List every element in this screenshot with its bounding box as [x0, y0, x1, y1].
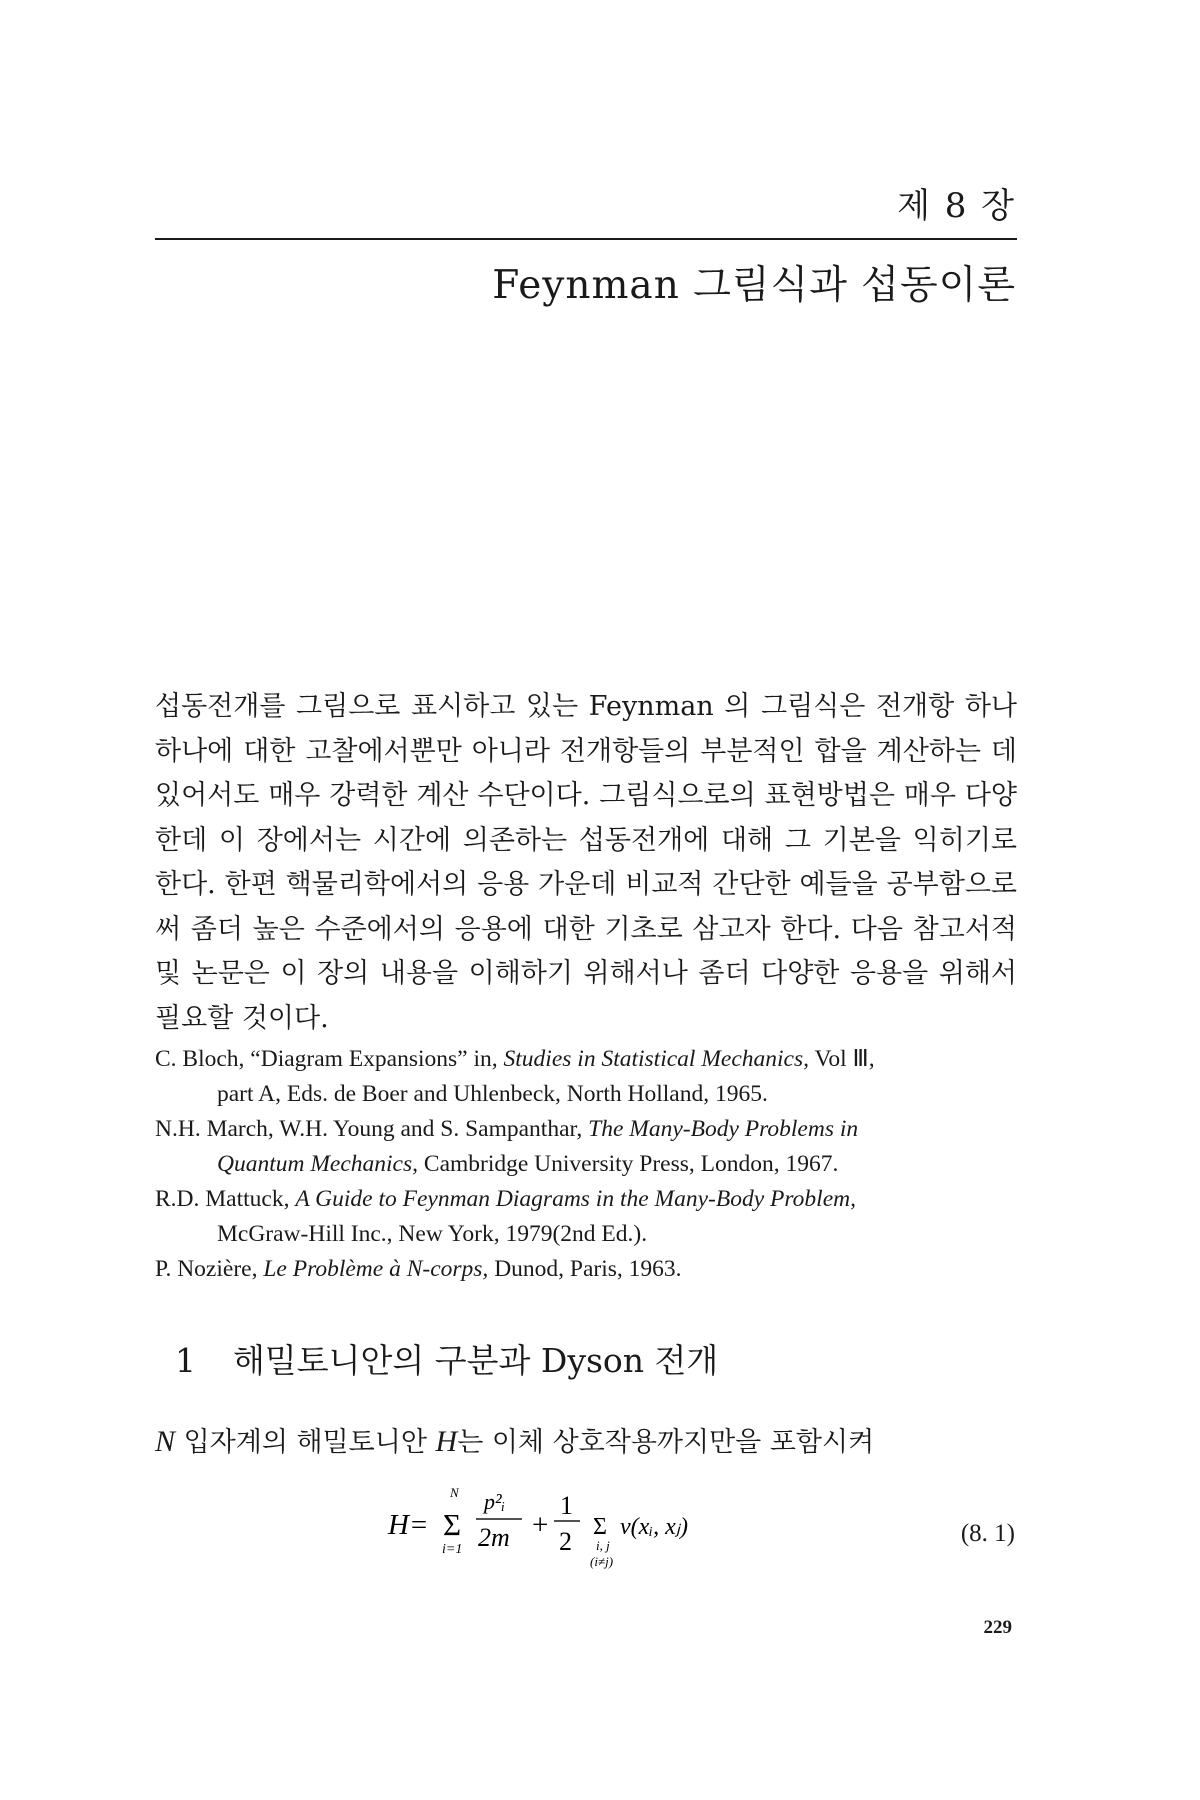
- eq-sum1-lower: i=1: [442, 1542, 463, 1557]
- eq-frac1-num: p²ᵢ: [484, 1489, 506, 1514]
- chapter-label: 제 8 장: [897, 186, 1016, 226]
- section-heading: [175, 1335, 718, 1382]
- section-paragraph: N 입자계의 해밀토니안 H는 이체 상호작용까지만을 포함시켜: [155, 1425, 875, 1458]
- reference-item: N.H. March, W.H. Young and S. Sampanthar, The Many-Body Problems in Quantum Mechanics, Cambridge University Press, London, 1967.: [155, 1116, 859, 1177]
- chapter-rule: [155, 238, 1017, 240]
- eq-sum2-lower2: (i≠j): [590, 1554, 614, 1569]
- eq-plus: +: [532, 1509, 549, 1541]
- eq-frac1-den: 2m: [478, 1523, 510, 1552]
- hamiltonian-equation: [388, 1478, 808, 1578]
- reference-item: C. Bloch, “Diagram Expansions” in, Studies in Statistical Mechanics, Vol Ⅲ, part A, Eds. de Boer and Uhlenbeck, North Holland, 1965.: [155, 1046, 875, 1107]
- eq-frac2-num: 1: [560, 1491, 573, 1520]
- intro-paragraph: 섭동전개를 그림으로 표시하고 있는 Feynman 의 그림식은 전개항 하나하나에 대한 고찰에서뿐만 아니라 전개항들의 부분적인 합을 계산하는 데 있어서도 매우 강력한 계산 수단이다. 그림식으로의 표현방법은 매우 다양한데 이 장에서는 시간에 의존하는 섭동전개에 대해 그 기본을 익히기로 한다. 한편 핵물리학에서의 응용 가운데 비교적 간단한 예들을 공부함으로써 좀더 높은 수준에서의 응용에 대한 기초로 삼고자 한다. 다음 참고서적 및 논문은 이 장의 내용을 이해하기 위해서나 좀더 다양한 응용을 위해서 필요할 것이다.: [155, 691, 1017, 1034]
- reference-item: R.D. Mattuck, A Guide to Feynman Diagrams in the Many-Body Problem, McGraw-Hill Inc., New York, 1979(2nd Ed.).: [155, 1186, 856, 1247]
- eq-lhs: H=: [388, 1509, 429, 1541]
- sum-symbol: Σ: [443, 1507, 462, 1542]
- page-number: 229: [983, 1617, 1012, 1638]
- section-number: 1: [175, 1341, 196, 1380]
- eq-sum1-upper: N: [450, 1485, 459, 1500]
- sum-symbol: Σ: [593, 1514, 607, 1540]
- eq-sum2-lower1: i, j: [596, 1538, 610, 1553]
- eq-frac2-den: 2: [559, 1527, 572, 1556]
- reference-item: P. Nozière, Le Problème à N-corps, Dunod, Paris, 1963.: [155, 1256, 682, 1282]
- section-title: 해밀토니안의 구분과 Dyson 전개: [233, 1341, 719, 1380]
- chapter-title: Feynman 그림식과 섭동이론: [492, 263, 1016, 308]
- equation-number: (8. 1): [960, 1520, 1015, 1547]
- reference-list: [155, 1042, 1017, 1287]
- eq-term: v(xᵢ, xⱼ): [620, 1514, 688, 1540]
